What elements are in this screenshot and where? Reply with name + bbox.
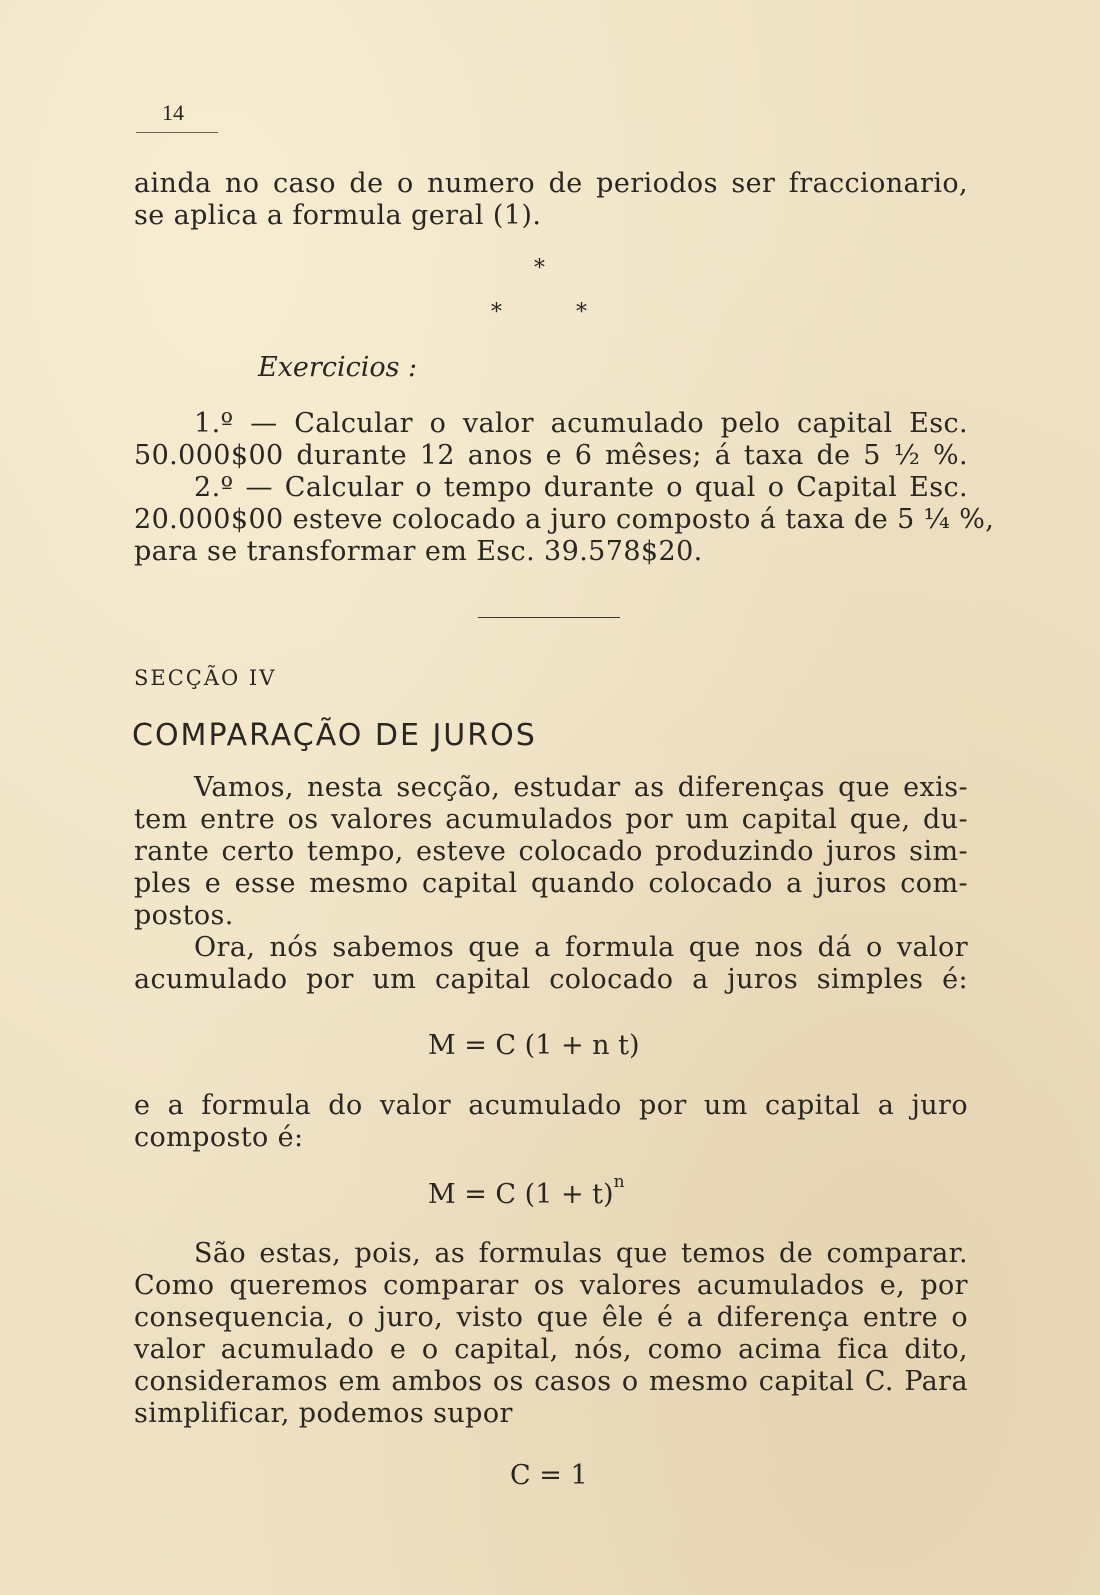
text-line: ainda no caso de o numero de periodos ser fraccionario, <box>134 168 968 199</box>
text-line: acumulado por um capital colocado a juros simples é: <box>134 964 968 995</box>
compound-interest-formula <box>428 1172 625 1210</box>
text-line: consideramos em ambos os casos o mesmo capital C. Para <box>134 1366 968 1397</box>
text-line: Ora, nós sabemos que a formula que nos dá o valor <box>194 932 968 963</box>
intro-paragraph <box>134 168 968 232</box>
text-line: consequencia, o juro, visto que êle é a diferença entre o <box>134 1302 968 1333</box>
exercise-2-line: 2.º — Calcular o tempo durante o qual o Capital Esc. <box>194 472 968 503</box>
paragraph-3 <box>134 1090 968 1154</box>
paragraph-1 <box>134 772 968 932</box>
simple-interest-formula: M = C (1 + n t) <box>428 1030 640 1061</box>
text-line: São estas, pois, as formulas que temos de comparar. <box>194 1238 968 1269</box>
exercise-1-line: 1.º — Calcular o valor acumulado pelo capital Esc. <box>194 408 968 439</box>
asterism-star: * <box>491 300 502 325</box>
section-divider <box>478 617 620 618</box>
page-number: 14 <box>162 100 184 125</box>
paragraph-2 <box>134 932 968 996</box>
text-line: postos. <box>134 900 234 931</box>
text-line: se aplica a formula geral (1). <box>134 200 542 231</box>
asterism-star: * <box>534 256 545 281</box>
text-line: tem entre os valores acumulados por um capital que, du- <box>134 804 968 835</box>
text-line: Vamos, nesta secção, estudar as diferenças que exis- <box>194 772 968 803</box>
text-line: valor acumulado e o capital, nós, como acima fica dito, <box>134 1334 968 1365</box>
exercises-title: Exercicios : <box>258 352 418 383</box>
text-line: rante certo tempo, esteve colocado produzindo juros sim- <box>134 836 968 867</box>
exercises-list <box>134 408 995 568</box>
exercise-1-line: 50.000$00 durante 12 anos e 6 mêses; á taxa de 5 ½ %. <box>134 440 968 471</box>
text-line: composto é: <box>134 1122 304 1153</box>
exercise-2-line: 20.000$00 esteve colocado a juro composto á taxa de 5 ¼ %, <box>134 504 995 535</box>
section-heading: COMPARAÇÃO DE JUROS <box>132 718 537 753</box>
formula-base: M = C (1 + t) <box>428 1179 614 1210</box>
exercise-2-line: para se transformar em Esc. 39.578$20. <box>134 536 703 567</box>
formula-exponent: n <box>613 1172 625 1192</box>
text-line: ples e esse mesmo capital quando colocado a juros com- <box>134 868 968 899</box>
section-label: SECÇÃO IV <box>134 666 277 690</box>
paragraph-4 <box>134 1238 968 1430</box>
text-line: e a formula do valor acumulado por um capital a juro <box>134 1090 968 1121</box>
text-line: Como queremos comparar os valores acumulados e, por <box>134 1270 968 1301</box>
page-number-rule <box>136 132 218 133</box>
asterism-star: * <box>576 300 587 325</box>
text-line: simplificar, podemos supor <box>134 1398 513 1429</box>
unit-capital-formula: C = 1 <box>510 1460 588 1491</box>
